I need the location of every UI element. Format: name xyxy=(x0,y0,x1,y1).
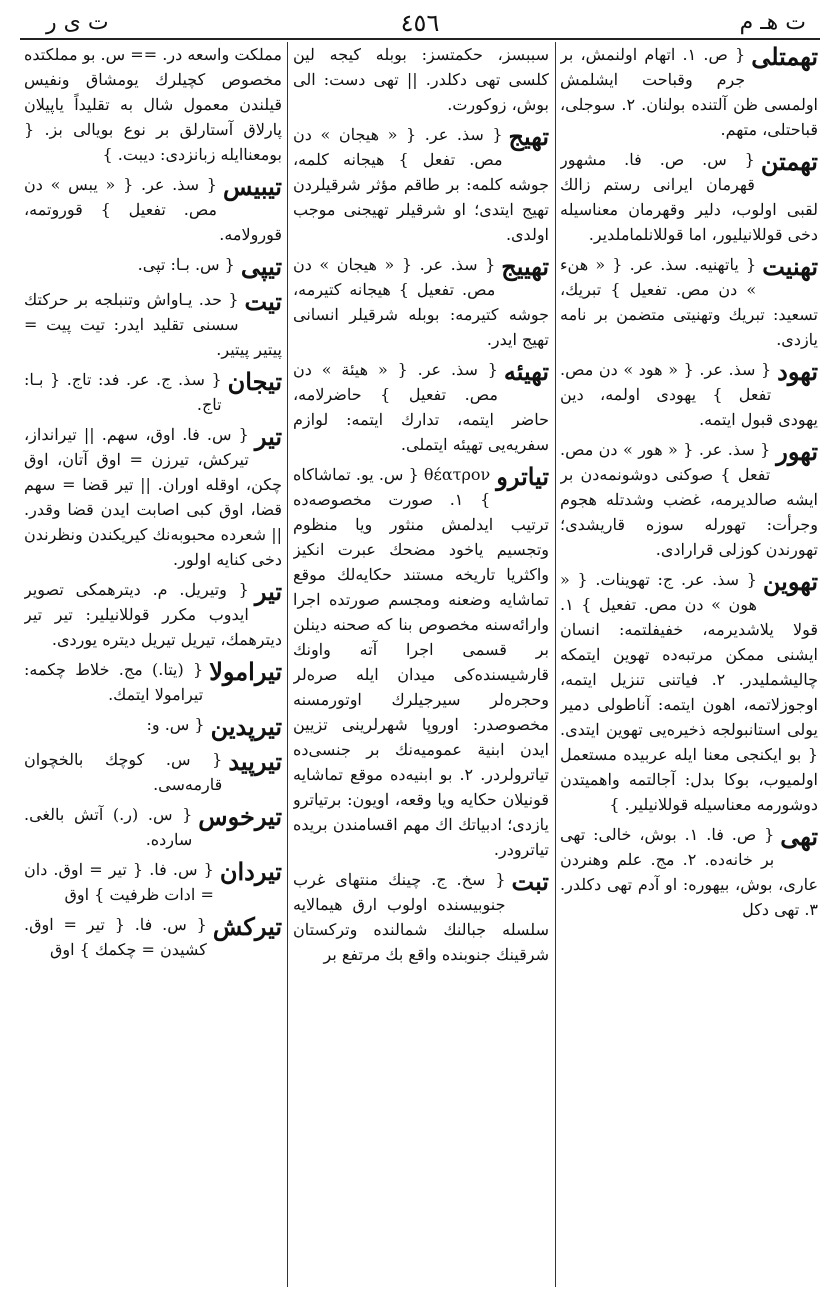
dictionary-entry xyxy=(293,122,549,247)
entry-headword: تير xyxy=(254,422,282,451)
dictionary-entry xyxy=(560,437,818,562)
entry-headword: تياترو xyxy=(496,462,549,491)
entry-headword: تهيج xyxy=(508,122,549,151)
page-number: ٤٥٦ xyxy=(400,9,440,37)
column-divider xyxy=(287,42,288,1287)
entry-headword: تهود xyxy=(777,357,818,386)
entry-headword: تهى xyxy=(780,822,818,851)
entry-definition: { سخ. ج. چينك منتهاى غرب جنوبيسنده اولوب ارق هيمالايه سلسله جبالنك شمالنده وتركستان شرقينك جنوبنده واقع بك مرتفع بر xyxy=(293,870,549,964)
entry-headword: تبت xyxy=(511,867,549,896)
entry-definition: { سذ. ج. عر. فد: تاج. { بـا: تاج. xyxy=(24,370,222,414)
dictionary-entry xyxy=(24,857,282,907)
entry-definition: { ياتهنيه. سذ. عر. { « هنء » دن مص. تفعيل } تبريك، تسعيد: تبريك وتهنيتى متضمن بر نامه يازدى. xyxy=(560,255,818,349)
entry-headword: تيرامولا xyxy=(209,657,282,686)
entry-headword: تيرپدين xyxy=(210,712,282,741)
entry-headword: تهوين xyxy=(762,567,818,596)
entry-definition: { س. فا. { تير = اوق. كشيدن = چكمك } اوق xyxy=(24,915,207,959)
entry-definition: { ص. فا. ١. بوش، خالى: تهى بر خانه‌ده. ٢. مج. علم وهنردن عارى، بوش، بيهوره: او آدم تهى دكلدر. ٣. تهى دكل xyxy=(560,825,818,919)
entry-definition: θέατρον { س. يو. تماشاكاه } ١. صورت مخصوصه‌ده ترتيب ايدلمش منثور ويا منظوم وتجسيم ياخود مضحك عبرت انكيز واكثريا تاريخه مستند حكايه‌لك موقع تماشايه وضعنه ومجسم صورتده اجرا وارائه‌سنه مخصوص بنا كه صحنه دينلن بر قسمى اجرا آته واونك قارشيسنده‌كى ميدان ايله صره‌لر وحجره‌لر سيرجيلرك اوتورمسنه مخصوصدر: اوروپا شهرلرينى تزيين ايدن ابنية عموميه‌نك بر جنسى‌ده تياترولردر. ٢. بو ابنيه‌ده موقع تماشايه قونيلان حكايه ويا وقعه، اويون: برتياترو يازدى؛ ادبياتك اك مهم اقسامندن بريده تياترودر. xyxy=(293,465,549,859)
entry-definition: { س. و: xyxy=(146,715,205,734)
dictionary-entry xyxy=(24,367,282,417)
dictionary-entry xyxy=(560,357,818,432)
entry-headword: تهييج xyxy=(501,252,549,281)
dictionary-entry xyxy=(293,357,549,457)
page-header xyxy=(20,8,820,40)
dictionary-entry xyxy=(560,822,818,922)
dictionary-entry xyxy=(560,147,818,247)
entry-definition: سببسز، حكمتسز: بوبله كيجه‌ لين كلسى تهى دكلدر. || تهى دست: الى بوش، زوكورت. xyxy=(293,45,549,114)
dictionary-entry xyxy=(24,42,282,167)
entry-headword: تيجان xyxy=(227,367,282,396)
entry-headword: تهمتن xyxy=(760,147,818,176)
entry-definition: { س. ص. فا. مشهور قهرمان ايرانى رستم زالك لقبى اولوب، دلير وقهرمان معناسيله دخى قوللانيليور، اما قوللانلماملدير. xyxy=(560,150,818,244)
entry-headword: تهمتلى xyxy=(751,42,818,71)
dictionary-entry xyxy=(24,712,282,742)
entry-headword: تير xyxy=(254,577,282,606)
dictionary-entry xyxy=(24,912,282,962)
dictionary-entry xyxy=(24,287,282,362)
entry-definition: { س. بـا: تپى. xyxy=(137,255,235,274)
dictionary-entry xyxy=(24,802,282,852)
dictionary-entry xyxy=(24,657,282,707)
entry-definition: { حد. يـاواش وتنبلجه بر حركتك سسنى تقليد ايدر: تيت پيت = پيتير پيتير. xyxy=(24,290,282,359)
entry-definition: { س. فا. { تير = اوق. دان = ادات ظرفيت } اوق xyxy=(24,860,214,904)
dictionary-entry xyxy=(293,867,549,967)
dictionary-entry xyxy=(560,567,818,817)
column-middle xyxy=(293,42,549,1287)
header-right-letters: ت هـ م xyxy=(739,10,806,35)
dictionary-entry xyxy=(293,462,549,862)
entry-definition: { س. (ر.) آتش بالغى. سارده. xyxy=(24,805,193,849)
column-left xyxy=(24,42,282,1287)
dictionary-entry xyxy=(24,252,282,282)
entry-definition: { وتيريل. م. ديترهمكى تصوير ايدوب مكرر قوللانيلير: تير تير ديترهمك، تيريل تيريل ديتره يوردى. xyxy=(24,580,282,649)
entry-headword: تيرپيد xyxy=(228,747,282,776)
entry-headword: تيرخوس xyxy=(198,802,282,831)
dictionary-entry xyxy=(24,577,282,652)
entry-definition: { سذ. عر. { « يبس » دن مص. تفعيل } قوروتمه، قورولامه. xyxy=(24,175,282,244)
entry-definition: { سذ. عر. { « هيئة » دن مص. تفعيل } حاضرلامه، حاضر ايتمه، تدارك ايتمه: لوازم سفريه‌يى تهيئه ايتملى. xyxy=(293,360,549,454)
entry-definition: { سذ. عر. { « هور » دن مص. تفعل } صوكنى دوشونمه‌دن بر ايشه صالديرمه، غضب وشدتله هجوم وجرأت: تهورله سوزه قاريشدى؛ تهورندن كوزلى قرارادى. xyxy=(560,440,818,559)
entry-headword: تيت xyxy=(244,287,282,316)
entry-definition: { س. كوچك بالخچوان قارمه‌سى. xyxy=(24,750,223,794)
entry-definition: { سذ. عر. ج: تهوينات. { « هون » دن مص. تفعيل } ١. قولا يلاشديرمه، خفيفلتمه: انسان ايشنى ممكن مرتبه‌ده تهوين ايتمكه چاليشمليدر. ٢. فياتنى تنزيل ايتمه، اوجوزلاتمه، اهون ايتمه: آناطولى دمير يولى استانبولجه ذخيره‌يى تهوين ايتدى. { بو ايكنجى معنا ايله عربيده مستعمل اولميوب، بوكا بدل: آجالتمه واهميتدن دوشورمه معناسيله قوللانيلير. } xyxy=(560,570,818,814)
entry-headword: تيركش xyxy=(212,912,282,941)
entry-definition: { سذ. عر. { « هود » دن مص. تفعل } يهودى اولمه، دين يهودى قبول ايتمه. xyxy=(560,360,818,429)
dictionary-entry xyxy=(560,252,818,352)
column-right xyxy=(560,42,818,1287)
entry-definition: { سذ. عر. { « هيجان » دن مص. تفعل } هيجانه كلمه، جوشه كلمه: بر طاقم مؤثر شرقيلردن تهيج ايتدى؛ او شرقيلر تهيجنى موجب اولدى. xyxy=(293,125,549,244)
dictionary-page xyxy=(20,8,820,1298)
column-divider xyxy=(555,42,556,1287)
dictionary-entry xyxy=(293,42,549,117)
entry-headword: تيپى xyxy=(240,252,282,281)
entry-definition: { (يتا.) مج. خلاط چكمه: تيرامولا ايتمك. xyxy=(24,660,204,704)
entry-definition: { ص. ١. اتهام اولنمش، بر جرم وقباحت ايشلمش اولمسى ظن آلتنده بولنان. ٢. سوجلى، قباحتلى، متهم. xyxy=(560,45,818,139)
entry-definition: { س. فا. اوق، سهم. || تيرانداز، تيركش، تيرزن = اوق آتان، اوق چكن، اوقله اوران. || تير قضا = سهم قضا، اوق كبى اصابت ايدن قضا وقدر. || شعرده محبوبه‌نك كيريكندن ونظرندن دخى كنايه اولور. xyxy=(24,425,282,569)
entry-headword: تيبيس xyxy=(222,172,282,201)
entry-headword: تهنيت xyxy=(762,252,818,281)
entry-definition: مملكت واسعه در. == س. بو مملكتده مخصوص كچيلرك يومشاق ونفيس قيلندن معمول شال به تقليداً ياپيلان پارلاق آستارلق بر نوع بويالى بز. { بومعناايله زبانزدى: ديبت. } xyxy=(24,45,282,164)
header-left-letters: ت ى ر xyxy=(46,10,109,35)
entry-headword: تهيئه xyxy=(503,357,549,386)
dictionary-entry xyxy=(293,252,549,352)
entry-headword: تهور xyxy=(776,437,818,466)
dictionary-entry xyxy=(24,747,282,797)
entry-headword: تيردان xyxy=(219,857,282,886)
dictionary-entry xyxy=(24,422,282,572)
dictionary-entry xyxy=(24,172,282,247)
dictionary-entry xyxy=(560,42,818,142)
entry-definition: { سذ. عر. { « هيجان » دن مص. تفعيل } هيجانه كتيرمه، جوشه كتيرمه: بوبله شرقيلر انسانى تهيج ايدر. xyxy=(293,255,549,349)
